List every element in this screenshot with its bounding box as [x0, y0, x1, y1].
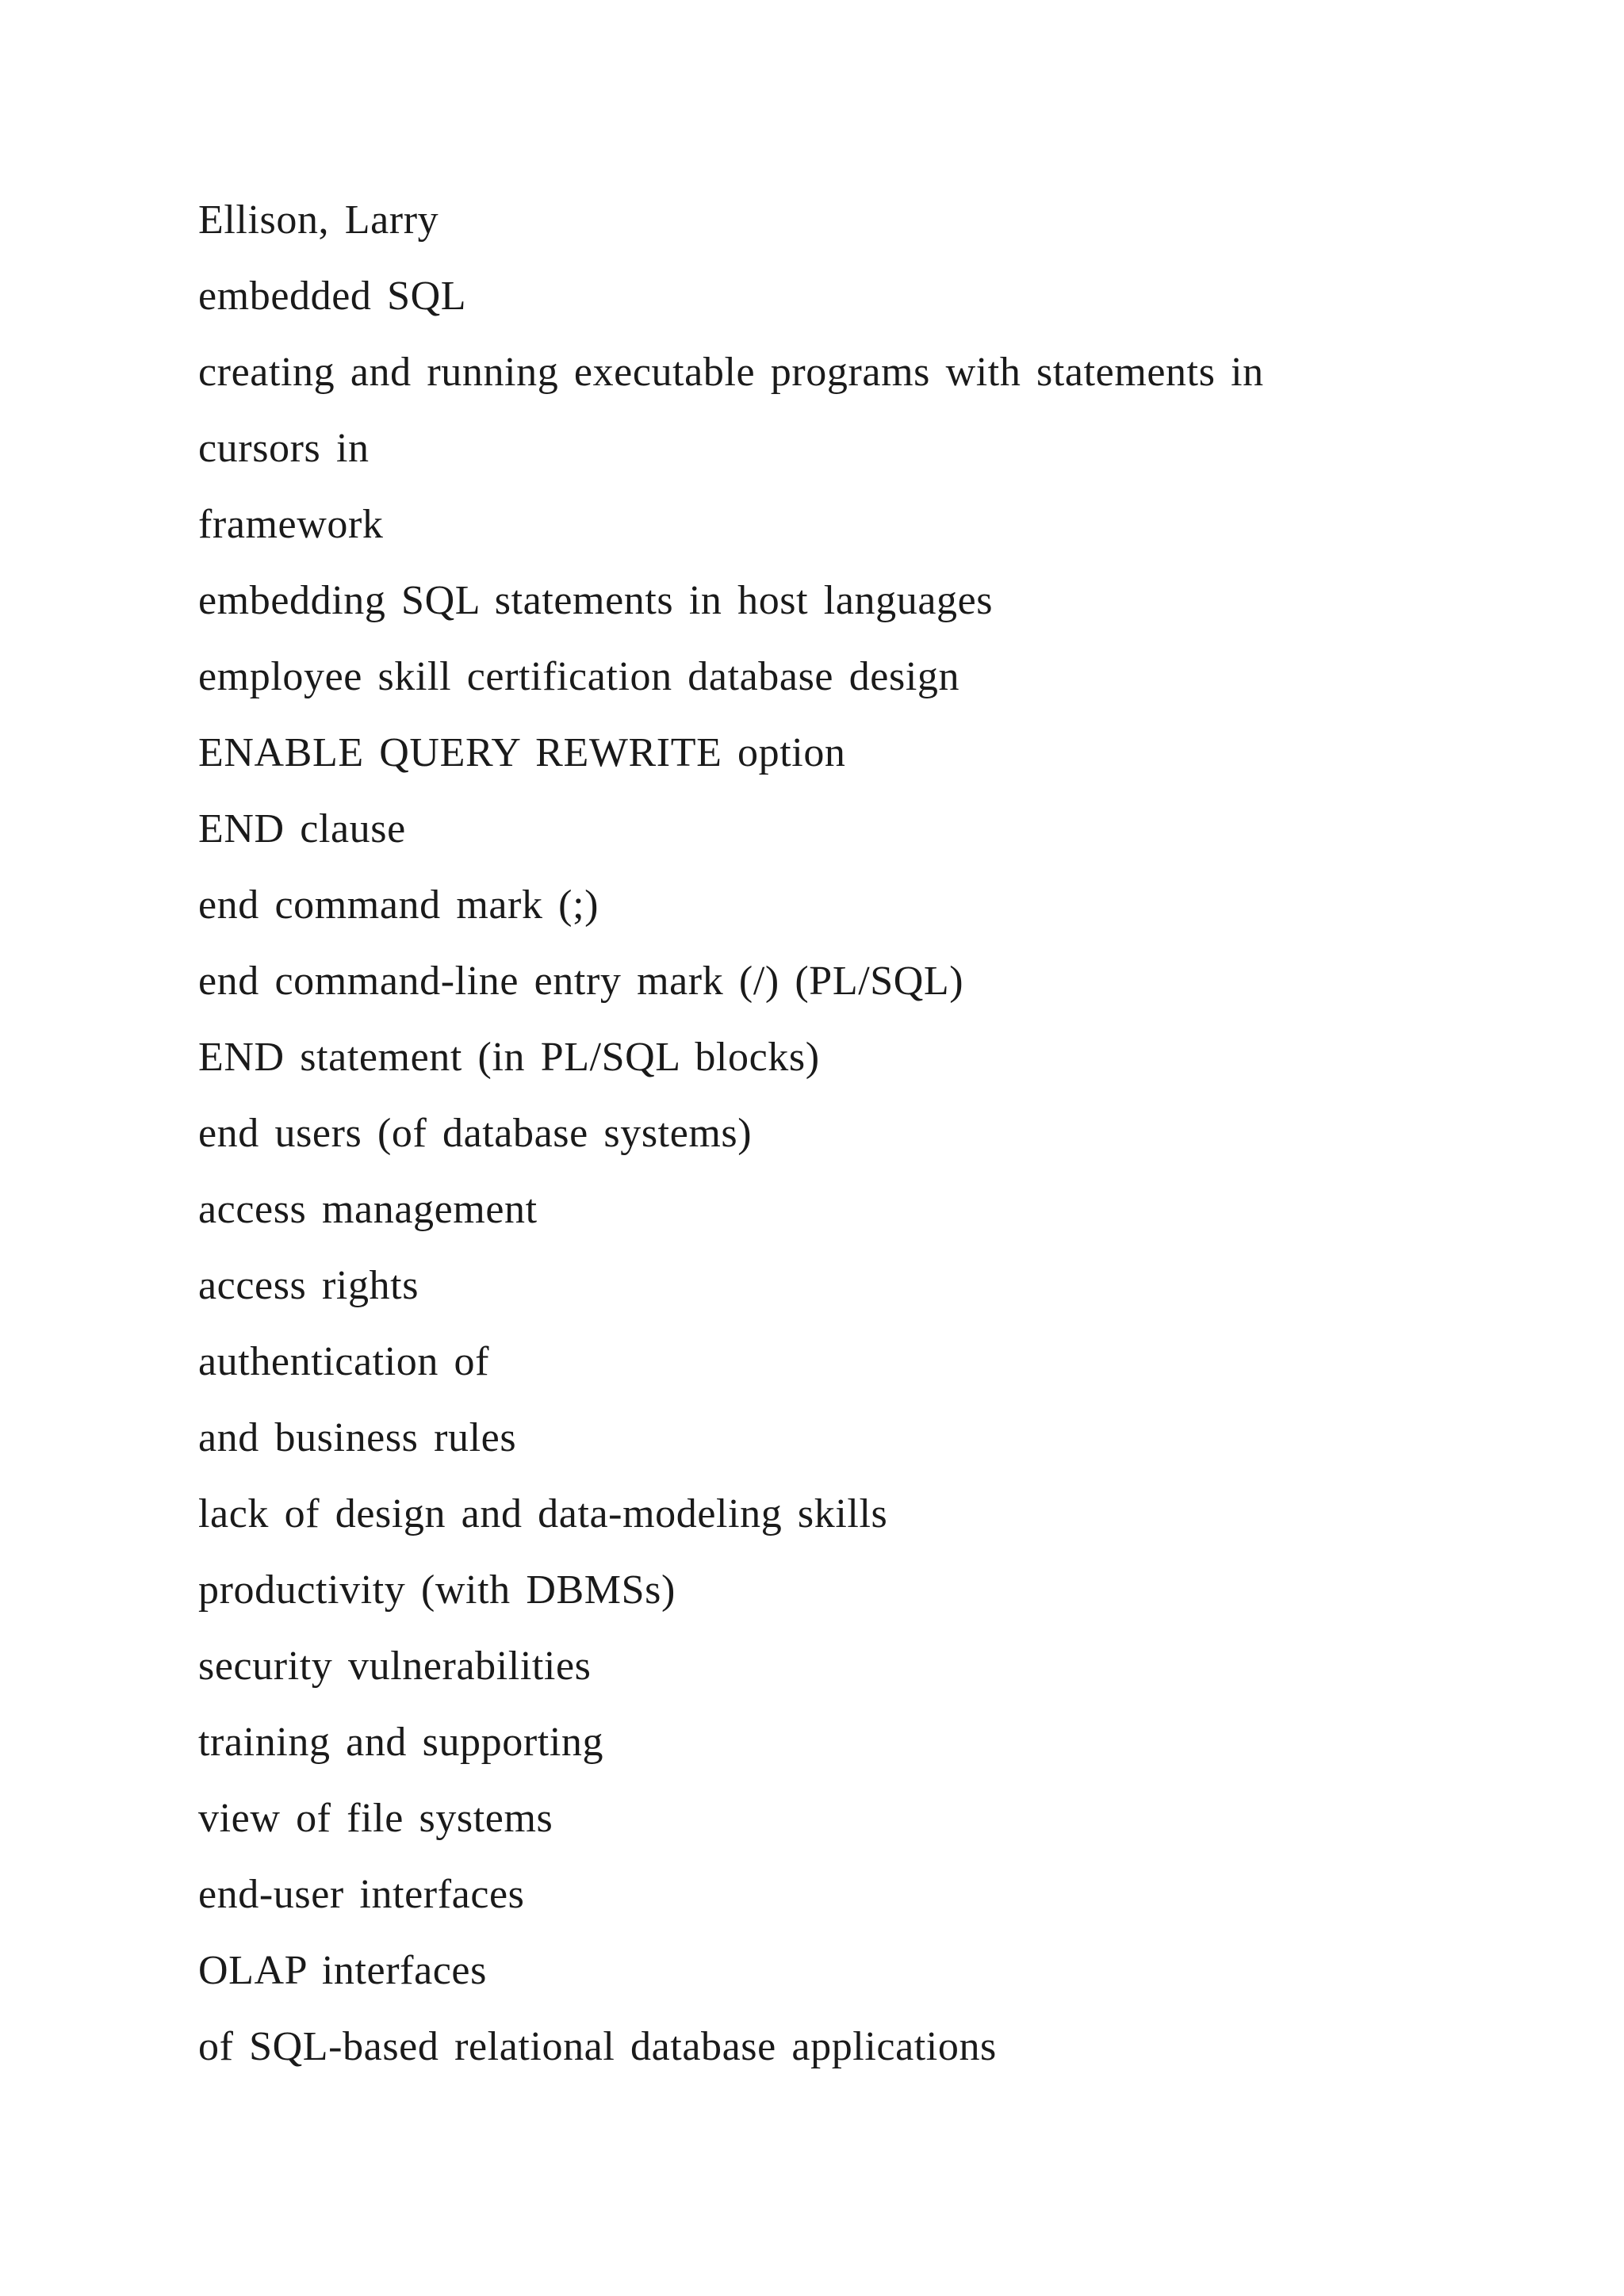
- index-entry: end users (of database systems): [198, 1111, 753, 1156]
- index-entry: training and supporting: [198, 1720, 604, 1765]
- index-entry: employee skill certification database design: [198, 654, 960, 699]
- index-entry: END statement (in PL/SQL blocks): [198, 1035, 820, 1080]
- index-entry: Ellison, Larry: [198, 197, 439, 243]
- index-entry: security vulnerabilities: [198, 1644, 592, 1689]
- index-entry: embedding SQL statements in host languages: [198, 578, 994, 623]
- index-entry: authentication of: [198, 1339, 490, 1384]
- index-entry: end-user interfaces: [198, 1872, 525, 1917]
- index-entry-list: [198, 193, 1264, 2096]
- index-entry: and business rules: [198, 1415, 517, 1460]
- index-entry: END clause: [198, 806, 406, 851]
- index-entry: ENABLE QUERY REWRITE option: [198, 730, 846, 775]
- index-entry: OLAP interfaces: [198, 1948, 487, 1993]
- index-entry: cursors in: [198, 426, 370, 471]
- index-entry: end command-line entry mark (/) (PL/SQL): [198, 959, 964, 1004]
- index-entry: view of file systems: [198, 1796, 553, 1841]
- index-entry: embedded SQL: [198, 274, 467, 319]
- index-entry: access management: [198, 1187, 538, 1232]
- index-entry: framework: [198, 502, 384, 547]
- index-entry: lack of design and data-modeling skills: [198, 1491, 888, 1536]
- index-entry: access rights: [198, 1263, 419, 1308]
- index-entry: of SQL-based relational database applications: [198, 2024, 997, 2069]
- index-entry: end command mark (;): [198, 882, 599, 928]
- index-entry: productivity (with DBMSs): [198, 1567, 676, 1613]
- index-entry: creating and running executable programs with statements in: [198, 350, 1264, 395]
